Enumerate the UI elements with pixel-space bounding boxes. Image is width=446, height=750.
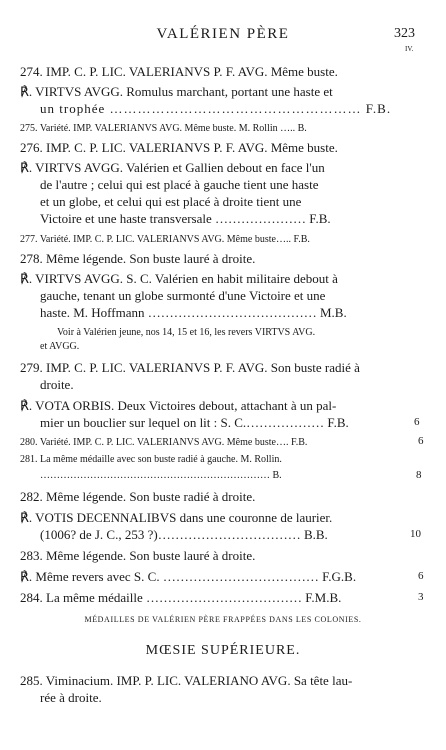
signature-mark: IV. (405, 45, 414, 53)
price-value: 10 (410, 528, 421, 540)
entry-line: 275. Variété. IMP. VALERIANVS AVG. Même buste. M. Rollin ….. B. (20, 123, 307, 134)
entry-line: 274. IMP. C. P. LIC. VALERIANVS P. F. AVG. Même buste. (20, 64, 338, 79)
entry-line: de l'autre ; celui qui est placé à gauche tient une haste (40, 177, 319, 192)
entry-line: 283. Même légende. Son buste lauré à droite. (20, 548, 256, 563)
entry-285-line-2: rée à droite. (40, 690, 102, 705)
entry-line: 282. Même légende. Son buste radié à droite. (20, 489, 256, 504)
price-value: 3 (418, 591, 424, 603)
entry-line: et un globe, et celui qui est placé à droite tient une (40, 194, 302, 209)
entry-line: et AVGG. (40, 341, 80, 352)
entry-line: 279. IMP. C. P. LIC. VALERIANVS P. F. AVG. Son buste radié à (20, 360, 360, 375)
entry-line: (1006? de J. C., 253 ?)…………………………… B.B. (40, 527, 328, 542)
entry-line: …………………………………………………………… B. (40, 470, 282, 481)
entry-line: un trophée ……………………………………………… F.B. (40, 101, 392, 116)
entry-line: haste. M. Hoffmann ………………………………… M.B. (40, 305, 347, 320)
entry-line: 281. La même médaille avec son buste radié à gauche. M. Rollin. (20, 454, 282, 465)
entry-line: Victoire et une haste transversale ………………… F.B. (40, 211, 331, 226)
page-number: 323 (394, 26, 415, 41)
entry-line: ℟. VOTIS DECENNALIBVS dans une couronne de laurier. (20, 510, 333, 525)
entry-line: droite. (40, 377, 74, 392)
entry-line: mier un bouclier sur lequel on lit : S. C.……………… F.B. (40, 415, 349, 430)
entry-line: gauche, tenant un globe surmonté d'une Victoire et une (40, 288, 326, 303)
entry-line: Voir à Valérien jeune, nos 14, 15 et 16, les revers VIRTVS AVG. (57, 327, 316, 338)
price-value: 8 (416, 469, 422, 481)
entry-line: ℟. VIRTVS AVGG. S. C. Valérien en habit militaire debout à (20, 271, 338, 286)
entry-line: 276. IMP. C. P. LIC. VALERIANVS P. F. AVG. Même buste. (20, 140, 338, 155)
entry-line: ℟. VIRTVS AVGG. Valérien et Gallien debout en face l'un (20, 160, 325, 175)
price-value: 6 (414, 416, 420, 428)
entry-line: 278. Même légende. Son buste lauré à droite. (20, 251, 256, 266)
section-note: MÉDAILLES DE VALÉRIEN PÈRE FRAPPÉES DANS LES COLONIES. (84, 615, 362, 624)
section-title: MŒSIE SUPÉRIEURE. (145, 643, 301, 658)
entry-line: ℟. VOTA ORBIS. Deux Victoires debout, attachant à un pal- (20, 398, 337, 413)
price-value: 6 (418, 435, 424, 447)
entry-285-line-1: 285. Viminacium. IMP. P. LIC. VALERIANO AVG. Sa tête lau- (20, 673, 353, 688)
entry-line: 280. Variété. IMP. C. P. LIC. VALERIANVS AVG. Même buste…. F.B. (20, 437, 308, 448)
price-value: 6 (418, 570, 424, 582)
entry-line: 284. La même médaille ……………………………… F.M.B. (20, 590, 342, 605)
running-header-title: VALÉRIEN PÈRE (156, 26, 290, 42)
entry-line: 277. Variété. IMP. C. P. LIC. VALERIANVS AVG. Même buste….. F.B. (20, 234, 310, 245)
entry-line: ℟. VIRTVS AVGG. Romulus marchant, portant une haste et (20, 84, 333, 99)
entry-line: ℟. Même revers avec S. C. ……………………………… F.G.B. (20, 569, 357, 584)
